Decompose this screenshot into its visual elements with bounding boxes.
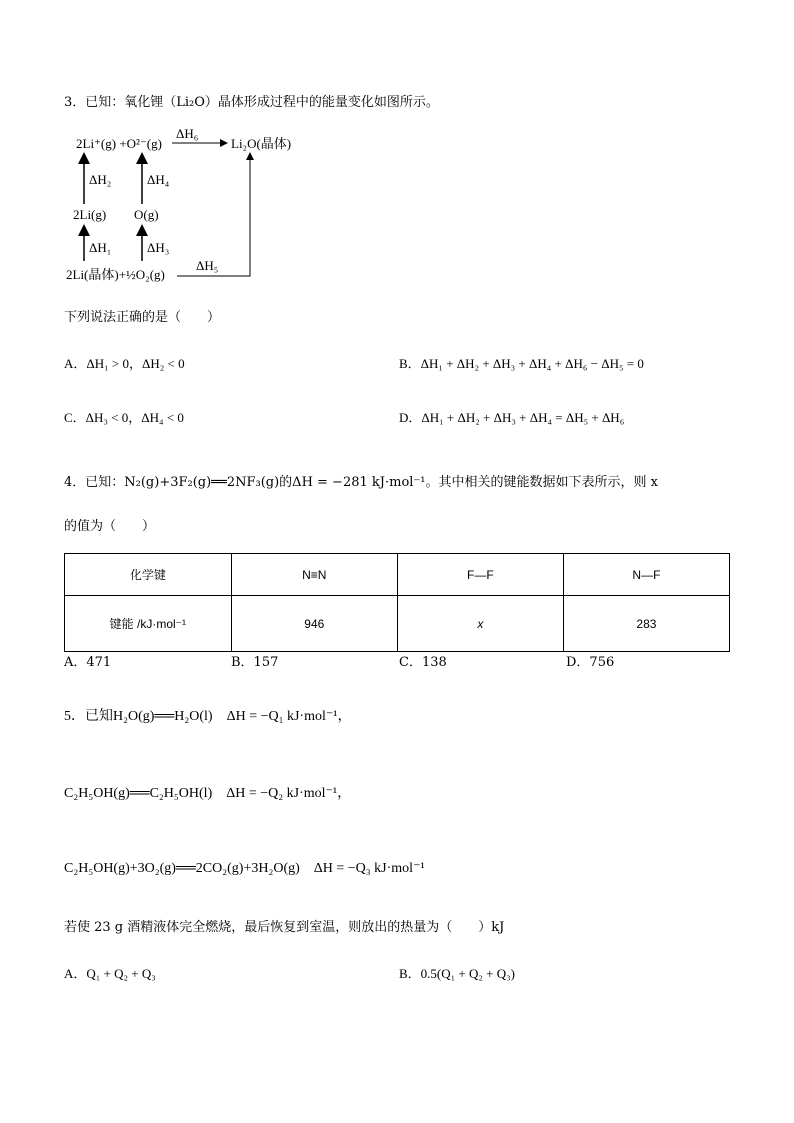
diagram-middle-left: 2Li(g) xyxy=(73,207,107,222)
energy-cycle-diagram xyxy=(64,124,324,289)
label-dH2: ΔH₂ xyxy=(89,172,112,187)
q3-option-d: D．ΔH₁ + ΔH₂ + ΔH₃ + ΔH₄ = ΔH₅ + ΔH₆ xyxy=(399,410,625,425)
q4-stem-line1: 4．已知：N₂(g)+3F₂(g)══2NF₃(g)的ΔH = −281 kJ·mol⁻¹。其中相关的键能数据如下表所示，则 x xyxy=(64,475,658,490)
diagram-bottom: 2Li(晶体)+½O₂(g) xyxy=(66,267,165,282)
q5-question: 若使 23 g 酒精液体完全燃烧，最后恢复到室温，则放出的热量为（ ）kJ xyxy=(64,920,505,935)
q5-option-a: A．Q₁ + Q₂ + Q₃ xyxy=(64,966,156,981)
q5-line2: C₂H₅OH(g)══C₂H₅OH(l) ΔH = −Q₂ kJ·mol⁻¹， xyxy=(64,786,352,801)
q4-option-c: C．138 xyxy=(399,655,447,670)
q3-stem: 3．已知：氧化锂（Li₂O）晶体形成过程中的能量变化如图所示。 xyxy=(64,95,439,110)
label-dH3: ΔH₃ xyxy=(147,240,170,255)
label-dH6: ΔH₆ xyxy=(176,126,199,141)
label-dH5: ΔH₅ xyxy=(196,258,219,273)
q5-option-b: B．0.5(Q₁ + Q₂ + Q₃) xyxy=(399,966,516,981)
table-header-bond: 化学键 xyxy=(65,554,232,596)
label-dH4: ΔH₄ xyxy=(147,172,170,187)
q3-option-a: A．ΔH₁ > 0，ΔH₂ < 0 xyxy=(64,356,185,371)
q4-option-a: A．471 xyxy=(64,655,112,670)
diagram-middle-right: O(g) xyxy=(134,207,159,222)
q5-line1: 5．已知H₂O(g)══H₂O(l) ΔH = −Q₁ kJ·mol⁻¹， xyxy=(64,709,352,724)
label-dH1: ΔH₁ xyxy=(89,240,112,255)
diagram-top-left: 2Li⁺(g) +O²⁻(g) xyxy=(76,136,162,151)
table-value-nn: 946 xyxy=(231,596,397,652)
q4-stem-line2: 的值为（ ） xyxy=(64,519,156,534)
q3-question: 下列说法正确的是（ ） xyxy=(64,310,221,325)
table-header-ff: F—F xyxy=(397,554,563,596)
q4-option-b: B．157 xyxy=(231,655,279,670)
q4-option-d: D．756 xyxy=(566,655,615,670)
table-value-ff: x xyxy=(397,596,563,652)
q3-option-c: C．ΔH₃ < 0，ΔH₄ < 0 xyxy=(64,410,184,425)
table-value-nf: 283 xyxy=(563,596,729,652)
table-row-label: 键能 /kJ·mol⁻¹ xyxy=(65,596,232,652)
diagram-top-right: Li₂O(晶体) xyxy=(231,136,292,151)
table-header-nn: N≡N xyxy=(231,554,397,596)
bond-energy-table xyxy=(64,553,730,652)
q5-line3: C₂H₅OH(g)+3O₂(g)══2CO₂(g)+3H₂O(g) ΔH = −Q₃ kJ·mol⁻¹ xyxy=(64,861,425,876)
table-header-nf: N—F xyxy=(563,554,729,596)
q3-option-b: B．ΔH₁ + ΔH₂ + ΔH₃ + ΔH₄ + ΔH₆ − ΔH₅ = 0 xyxy=(399,356,644,371)
